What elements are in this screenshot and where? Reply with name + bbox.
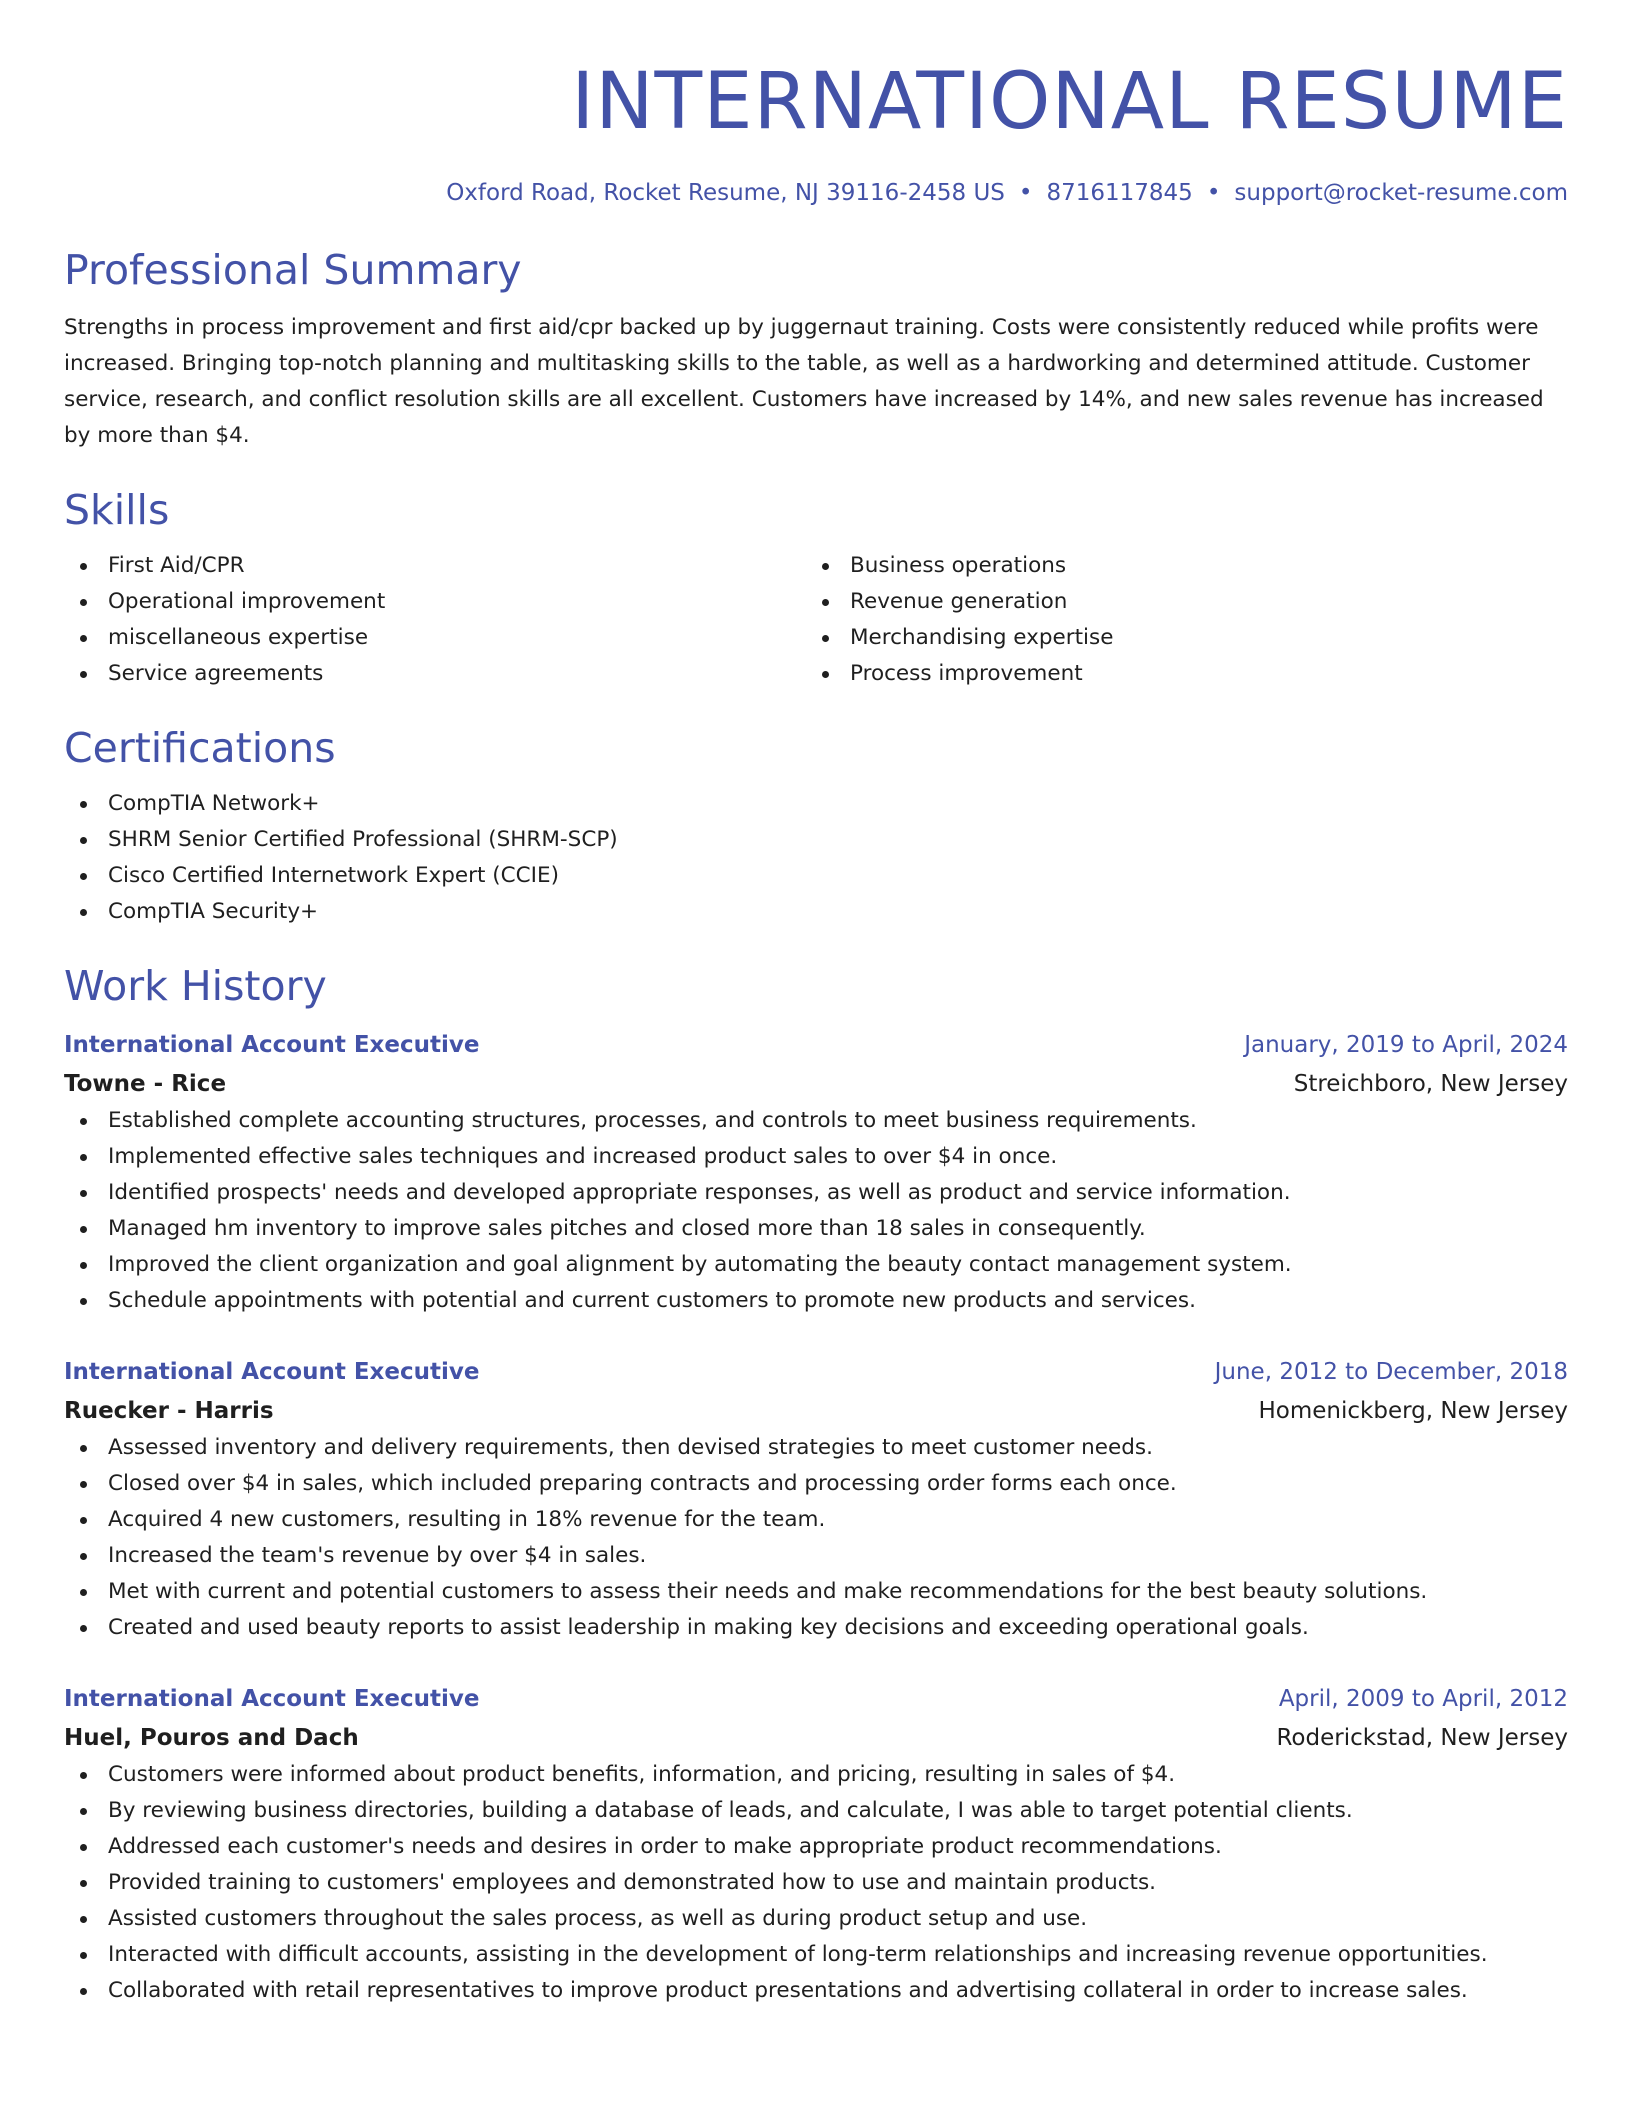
job-bullet: Met with current and potential customers to assess their needs and make recommendations for the best beauty solutions. [64, 1574, 1568, 1610]
job-title: International Account Executive [64, 1686, 480, 1712]
contact-phone: 8716117845 [1046, 180, 1193, 206]
job-location: Roderickstad, New Jersey [1276, 1725, 1568, 1751]
job-bullet: Assisted customers throughout the sales process, as well as during product setup and use. [64, 1901, 1568, 1937]
job-subheader [64, 1392, 1568, 1430]
certifications-section [64, 722, 1568, 930]
certification-item: SHRM Senior Certified Professional (SHRM-SCP) [64, 822, 1568, 858]
contact-separator: • [1018, 180, 1033, 206]
resume-page [64, 0, 1568, 2009]
job-bullet: Implemented effective sales techniques and increased product sales to over $4 in once. [64, 1139, 1568, 1175]
resume-name: INTERNATIONAL RESUME [571, 57, 1568, 147]
skills-section [64, 484, 1568, 692]
skill-item: Operational improvement [64, 584, 806, 620]
job-location: Streichboro, New Jersey [1293, 1071, 1568, 1097]
summary-title: Professional Summary [64, 246, 522, 294]
job-entry [64, 1680, 1568, 2009]
skill-item: Process improvement [806, 656, 1548, 692]
job-bullets [64, 1430, 1568, 1646]
job-dates: June, 2012 to December, 2018 [1214, 1359, 1568, 1385]
certification-item: CompTIA Security+ [64, 894, 1568, 930]
contact-separator: • [1206, 180, 1221, 206]
contact-address: Oxford Road, Rocket Resume, NJ 39116-2458 US [446, 180, 1005, 206]
job-bullet: Collaborated with retail representatives to improve product presentations and advertising collateral in order to increase sales. [64, 1973, 1568, 2009]
job-bullet: By reviewing business directories, building a database of leads, and calculate, I was able to target potential clients. [64, 1793, 1568, 1829]
contact-line [64, 178, 1568, 208]
job-bullet: Schedule appointments with potential and current customers to promote new products and services. [64, 1283, 1568, 1319]
skills-title: Skills [64, 486, 170, 534]
job-bullet: Managed hm inventory to improve sales pitches and closed more than 18 sales in consequently. [64, 1211, 1568, 1247]
job-company: Huel, Pouros and Dach [64, 1725, 359, 1751]
certifications-title: Certifications [64, 724, 336, 772]
job-header [64, 1026, 1568, 1064]
job-bullets [64, 1757, 1568, 2009]
job-bullet: Acquired 4 new customers, resulting in 18% revenue for the team. [64, 1502, 1568, 1538]
skill-item: miscellaneous expertise [64, 620, 806, 656]
certification-item: CompTIA Network+ [64, 786, 1568, 822]
work-history-title: Work History [64, 962, 327, 1010]
job-subheader [64, 1065, 1568, 1103]
summary-text: Strengths in process improvement and first aid/cpr backed up by juggernaut training. Costs were consistently reduced while profits were increased. Bringing top-notch planning and multitasking skills to the table, as well as a hardworking and determined attitude. Customer service, research, and conflict resolution skills are all excellent. Customers have increased by 14%, and new sales revenue has increased by more than $4. [64, 315, 1544, 448]
job-bullet: Improved the client organization and goal alignment by automating the beauty contact management system. [64, 1247, 1568, 1283]
skill-item: Revenue generation [806, 584, 1548, 620]
work-history-section [64, 960, 1568, 2009]
certifications-list [64, 786, 1568, 930]
job-subheader [64, 1719, 1568, 1757]
skill-item: Service agreements [64, 656, 806, 692]
job-bullet: Increased the team's revenue by over $4 in sales. [64, 1538, 1568, 1574]
skills-grid [64, 548, 1568, 692]
skill-item: Business operations [806, 548, 1548, 584]
job-bullet: Created and used beauty reports to assist leadership in making key decisions and exceeding operational goals. [64, 1610, 1568, 1646]
job-dates: April, 2009 to April, 2012 [1278, 1686, 1568, 1712]
job-company: Towne - Rice [64, 1071, 227, 1097]
job-location: Homenickberg, New Jersey [1258, 1398, 1568, 1424]
job-bullet: Customers were informed about product benefits, information, and pricing, resulting in sales of $4. [64, 1757, 1568, 1793]
job-bullet: Closed over $4 in sales, which included preparing contracts and processing order forms each once. [64, 1466, 1568, 1502]
job-entry [64, 1026, 1568, 1319]
job-entry [64, 1353, 1568, 1646]
certification-item: Cisco Certified Internetwork Expert (CCIE) [64, 858, 1568, 894]
job-header [64, 1680, 1568, 1718]
job-header [64, 1353, 1568, 1391]
job-title: International Account Executive [64, 1359, 480, 1385]
job-company: Ruecker - Harris [64, 1398, 274, 1424]
job-dates: January, 2019 to April, 2024 [1244, 1032, 1568, 1058]
job-bullet: Provided training to customers' employees and demonstrated how to use and maintain products. [64, 1865, 1568, 1901]
job-bullets [64, 1103, 1568, 1319]
job-title: International Account Executive [64, 1032, 480, 1058]
job-bullet: Interacted with difficult accounts, assisting in the development of long-term relationships and increasing revenue opportunities. [64, 1937, 1568, 1973]
skills-list-left [64, 548, 806, 692]
job-bullet: Assessed inventory and delivery requirements, then devised strategies to meet customer needs. [64, 1430, 1568, 1466]
job-bullet: Identified prospects' needs and developed appropriate responses, as well as product and service information. [64, 1175, 1568, 1211]
skill-item: First Aid/CPR [64, 548, 806, 584]
skill-item: Merchandising expertise [806, 620, 1548, 656]
skills-list-right [806, 548, 1548, 692]
job-bullet: Established complete accounting structures, processes, and controls to meet business requirements. [64, 1103, 1568, 1139]
contact-email: support@rocket-resume.com [1234, 180, 1568, 206]
summary-section [64, 244, 1568, 454]
job-bullet: Addressed each customer's needs and desires in order to make appropriate product recommendations. [64, 1829, 1568, 1865]
